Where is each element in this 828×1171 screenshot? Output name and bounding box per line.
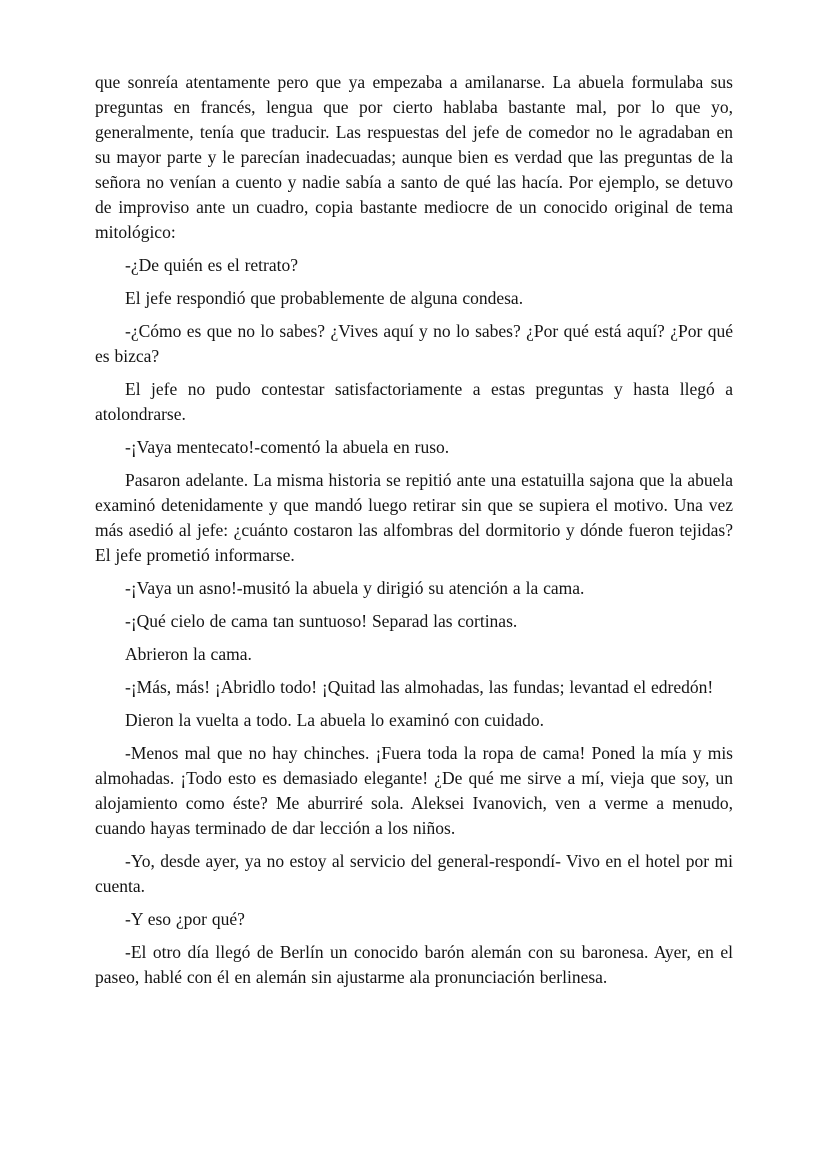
paragraph: El jefe respondió que probablemente de alguna condesa. [125, 288, 524, 308]
paragraph: Abrieron la cama. [125, 644, 252, 664]
paragraph: Pasaron adelante. La misma historia se repitió ante una estatuilla sajona que la abuela examinó detenidamente y que mandó luego retirar sin que se supiera el motivo. Una vez más asedió al jefe: ¿cuánto costaron las alfombras del dormitorio y dónde fueron tejidas? El jefe prometió informarse. [95, 470, 733, 565]
paragraph: -Yo, desde ayer, ya no estoy al servicio del general-respondí- Vivo en el hotel por mi cuenta. [95, 851, 733, 896]
paragraph: Dieron la vuelta a todo. La abuela lo examinó con cuidado. [125, 710, 545, 730]
paragraph: -¿De quién es el retrato? [125, 255, 299, 275]
paragraph: -Y eso ¿por qué? [125, 909, 245, 929]
paragraph: -¡Vaya un asno!-musitó la abuela y dirigió su atención a la cama. [125, 578, 585, 598]
paragraph: -¡Vaya mentecato!-comentó la abuela en ruso. [125, 437, 450, 457]
paragraph: -¿Cómo es que no lo sabes? ¿Vives aquí y no lo sabes? ¿Por qué está aquí? ¿Por qué es bizca? [95, 321, 733, 366]
paragraph: -El otro día llegó de Berlín un conocido barón alemán con su baronesa. Ayer, en el paseo, hablé con él en alemán sin ajustarme ala pronunciación berlinesa. [95, 942, 733, 987]
paragraph: El jefe no pudo contestar satisfactoriamente a estas preguntas y hasta llegó a atolondrarse. [95, 379, 733, 424]
paragraph: -¡Qué cielo de cama tan suntuoso! Separad las cortinas. [125, 611, 518, 631]
paragraph: -Menos mal que no hay chinches. ¡Fuera toda la ropa de cama! Poned la mía y mis almohadas. ¡Todo esto es demasiado elegante! ¿De qué me sirve a mí, vieja que soy, un alojamiento como éste? Me aburriré sola. Aleksei Ivanovich, ven a verme a menudo, cuando hayas terminado de dar lección a los niños. [95, 743, 733, 838]
paragraph: que sonreía atentamente pero que ya empezaba a amilanarse. La abuela formulaba sus preguntas en francés, lengua que por cierto hablaba bastante mal, por lo que yo, generalmente, tenía que traducir. Las respuestas del jefe de comedor no le agradaban en su mayor parte y le parecían inadecuadas; aunque bien es verdad que las preguntas de la señora no venían a cuento y nadie sabía a santo de qué las hacía. Por ejemplo, se detuvo de improviso ante un cuadro, copia bastante mediocre de un conocido original de tema mitológico: [95, 72, 733, 242]
paragraph: -¡Más, más! ¡Abridlo todo! ¡Quitad las almohadas, las fundas; levantad el edredón! [125, 677, 714, 697]
